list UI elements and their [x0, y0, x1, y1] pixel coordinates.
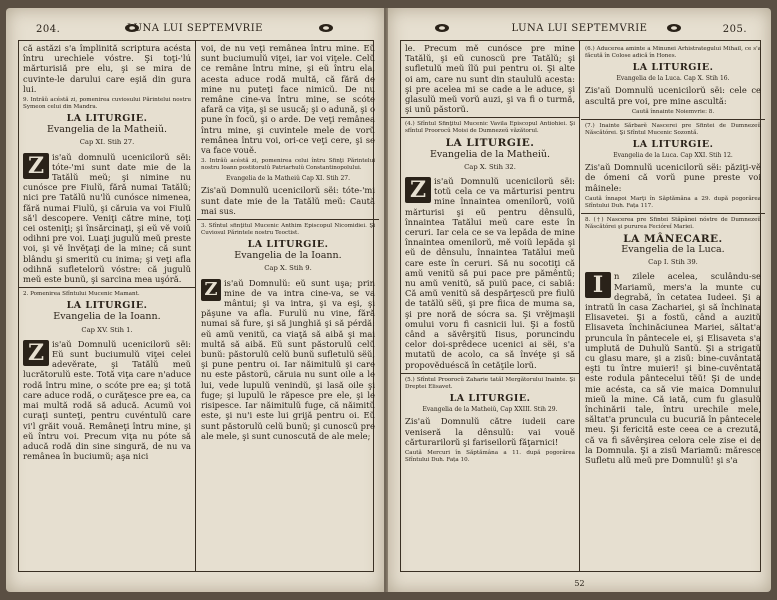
paragraph: Zis'aŭ Domnulŭ ucenicilorŭ sëi: păziţi-vĕ de ómeni că vorŭ pune preste voi mâinele: [585, 162, 761, 193]
left-running-title: LUNA LUI SEPTEMVRIE [127, 23, 263, 34]
left-text-frame [18, 40, 374, 572]
chapter-ref: Cap I. Stih 39. [648, 258, 698, 267]
left-column-2 [197, 41, 379, 571]
section-heading: LA LITURGIE. [445, 137, 535, 150]
right-column-2 [581, 41, 765, 571]
section-heading: LA LITURGIE. [66, 300, 148, 312]
chapter-ref: Evangelia de la Luca. Cap X. Stih 16. [616, 75, 730, 83]
right-page-header [398, 22, 761, 38]
feast-note: (6.) Aducerea aminte a Minunei Arhistrategului Mihail, ce s'a făcută în Colose adică în Hones. [585, 46, 761, 59]
right-page [388, 8, 771, 592]
cross-reference: Caută Mercuri în Săptămâna a 11. după pogorârea Sfîntului Duh. Fața 10. [405, 449, 575, 463]
column-rule [195, 41, 196, 571]
chapter-ref: Evangelia de la Matheiŭ Cap XI. Stih 27. [226, 175, 350, 183]
gospel-title: Evangelia de la Matheiŭ. [46, 124, 168, 136]
right-page-number: 205. [722, 24, 747, 35]
section-heading: LA LITURGIE. [632, 62, 714, 73]
paragraph: le. Precum mĕ cunósce pre mine Tatălŭ, şi eŭ cunoscŭ pre Tatălŭ; şi sufletulŭ meŭ îlŭ pui pentru oi. Şi alte oi am, care nu sunt din staululŭ acesta: şi pre acelea mi se cade a le aduce, şi glasulŭ meŭ vorŭ auzi, şi va fi o turmă, şi unŭ păstorŭ. [405, 43, 575, 115]
paragraph: Zis'aŭ Domnulŭ către iudeii care veniseră la dênsulŭ: vai vouĕ cărturarilorŭ şi fariseilorŭ făţarnici! [405, 416, 575, 447]
feast-note: (4.) Sfîntul Sfinţitul Mucenic Vavila Episcopul Antiohiei. Şi sfîntul Proorocŭ Moisi de Dumnezeŭ văzătorul. [405, 121, 575, 135]
ornament-icon [318, 23, 334, 33]
drop-cap: Z [405, 177, 431, 203]
divider [19, 287, 195, 288]
drop-cap: Z [23, 340, 49, 366]
gospel-title: Evangelia de la Matheiŭ. [429, 148, 551, 160]
gospel-title: Evangelia de la Ioann. [234, 250, 342, 262]
chapter-ref: Cap XI. Stih 27. [79, 138, 135, 147]
right-running-title: LUNA LUI SEPTEMVRIE [511, 23, 648, 34]
divider [197, 219, 379, 220]
divider [401, 117, 579, 118]
paragraph: is'aŭ Domnulŭ: eŭ sunt uşa; prin mine de va intra cine-va, se va mântui; şi va intra, şi va eşi, şi păşune va afla. Furulŭ nu vine, fără numai să fure, şi să junghiă şi să pérdă: eŭ amŭ venitŭ, ca viaţă să aibă şi mai multă să aibă. Eŭ sunt păstorulŭ celŭ bunŭ: păstorulŭ celŭ bunŭ sufletulŭ sëŭ, şi pune pentru oi. Iar năimitulŭ şi care nu este păstorŭ, căruia nu sunt oile a le lui, vede lupulŭ venindŭ, şi lasă oile şi fuge; şi lupulŭ le răpesce pre ele, şi le risipesce. Iar năimitulŭ fuge, că năimitŭ este, şi nu'i este lui grijă pentru oi. Eŭ sunt păstorulŭ celŭ bunŭ; şi cunoscŭ pre ale mele, şi sunt cunoscută de ale mele; [201, 277, 375, 441]
chapter-ref: Evangelia de la Matheiŭ, Cap XXIII. Stih 29. [422, 406, 558, 414]
feast-note: 2. Pomenirea Sfîntului Mucenic Mamant. [23, 291, 140, 298]
paragraph: is'aŭ Domnulŭ ucenicilorŭ sëi: totŭ cela ce va mărturisi pentru mine înnaintea omenilorŭ, voiŭ mărturisi şi eŭ pentru dênsulŭ, înnaintea Tatălui meŭ care este în ceruri. Iar cela ce se va lepăda de mine înnaintea omenilorŭ, mĕ voiŭ lepăda şi eŭ de dênsulu, înnaintea Tatălui meŭ care este în ceruri. Să nu socotiţi că amŭ venitŭ să pui pace pre pămêntŭ; nu amŭ venitŭ, să puiŭ pace, ci sabiă: Că amŭ venitŭ să despărţescŭ pre fiulŭ de tatălŭ sëŭ, şi pre fiica de muma sa, şi pre noră de sócra sa. Şi vrĕjmaşii omului voru fi casnicii lui. Şi a fostŭ când a săvêrşitŭ Iisus, poruncindu celor doi-sprêdece ucenici ai sëi, s'a mutatŭ de acolo, ca să învéţe şi să propovĕduéscă în cetăţile lorŭ. [405, 176, 575, 370]
right-column-1 [401, 41, 579, 571]
feast-note: 3. Sfîntul sfinţitul Mucenic Anthim Episcopul Nicomidiei. Şi Cuviosul Părintele nostru Teoctist. [201, 223, 375, 237]
paragraph: is'aŭ domnulŭ ucenicilorŭ sëi: tóte-'mi sunt date mie de la Tatălŭ meŭ; şi nimine nu cunósce pre Fiulŭ, fără numai Tatălŭ; nici pre Tatălŭ nu'lŭ cunósce nimenea, fără numai Fiulŭ, şi căruia va voi Fiulŭ să'l descopere. Veniţi către mine, toţi cei osteniţi; şi însărcinaţi, şi eŭ vĕ voiŭ odihni pre voi. Luaţi jugulŭ meŭ preste voi, şi vĕ învĕţaţi de la mine; că sunt blându şi smeritŭ cu inima; şi veţi afla odihnă sufletelorŭ vóstre: că jugulŭ meŭ este bunŭ, şi sarcina mea uşóră. [23, 151, 191, 285]
left-column-1 [19, 41, 195, 571]
section-heading: LA LITURGIE. [449, 392, 531, 404]
chapter-ref: Cap X. Stih 32. [464, 162, 516, 171]
feast-note: (7.) Inainte Sărbarĕ Nascerei pre Sfintei de Dumnezeŭ Născătórei. Şi Sfîntul Mucenic Sozontă. [585, 122, 761, 136]
chapter-ref: Cap XV. Stih 1. [81, 325, 133, 334]
left-page [6, 8, 384, 592]
left-page-number: 204. [36, 24, 61, 35]
section-heading: LA LITURGIE. [66, 113, 148, 125]
gospel-title: Evangelia de la Luca. [621, 244, 725, 256]
feast-note: (5.) Sfîntul Proorocŭ Zaharie tatăl Mergătorului Inainte. Şi Dreptei Elisavet. [405, 376, 575, 390]
divider [401, 373, 579, 374]
section-heading: LA LITURGIE. [247, 239, 329, 251]
feast-note: 9. Intrăŭ acéstă zi, pomenirea cuviosului Părintelui nostru Symeon celui din Mandra. [23, 97, 191, 111]
paragraph: Zis'aŭ Domnulŭ ucenicilorŭ sëi: cele ce ascultă pre voi, pre mine ascultă: [585, 85, 761, 106]
chapter-ref: Cap X. Stih 9. [264, 264, 312, 273]
gospel-title: Evangelia de la Ioann. [53, 311, 161, 323]
paragraph: is'aŭ Domnulŭ ucenicilorŭ sëi: Eŭ sunt buciumulŭ viţei celei adevĕrate, şi Tatălŭ meŭ lucrătorulŭ este. Totă viţa care n'aduce rodă întru mine, o scóte pre ea; şi totă care aduce rodă, o curăţesce pre ea, ca mai multă rodă să aducă. Acumŭ voi curaţi sunteţi, pentru cuvéntulŭ care vi'l grăit vouă. Remâneţi întru mine, şi eŭ întru voi. Precum viţa nu póte să aducă rodă din sine singură, de nu va remânea în buciumŭ; aşa nici [23, 338, 191, 462]
section-heading: LA LITURGIE. [632, 138, 714, 150]
divider [581, 119, 765, 120]
signature-mark: 52 [574, 579, 585, 588]
chapter-ref: Evangelia de la Luca. Cap XXI. Stih 12. [613, 152, 733, 160]
drop-cap: I [585, 272, 611, 298]
section-heading: LA MÂNECARE. [623, 232, 723, 245]
feast-note: 8. (†) Nascerea pre Sfintei Stăpânei nóstre de Dumnezeŭ Născătórei şi pururea Fecióreĭ Mariei. [585, 216, 761, 230]
divider [581, 213, 765, 214]
drop-cap: Z [201, 279, 221, 301]
left-page-header [16, 22, 374, 38]
column-rule [579, 41, 580, 571]
paragraph: voi, de nu veţi remânea întru mine. Eŭ sunt buciumulŭ viţei, iar voi viţele. Celŭ ce remâne întru mine, şi eŭ întru ela, acesta aduce rodă multă, că fără de mine nu puteţi face nimicŭ. De nu remâne cine-va întru mine, se scóte afară ca viţa, şi se usucă; şi o adună, şi o pune în focŭ, şi o arde. De veţi remânea întru mine, şi cuvintele mele de vorŭ remânea întru voi, ori-ce veţi cere, şi se va face vouĕ. [201, 43, 375, 156]
cross-reference: Caută înnainte Noiemvrie: 8. [631, 108, 715, 115]
drop-cap: Z [23, 153, 49, 179]
paragraph: că astăzi s'a împlinită scriptura acésta întru urechiele vóstre. Şi toţi-'lú mărturisiă pre elu, şi se mira de cuvinte-le darului care eşiă din gura lui. [23, 43, 191, 94]
paragraph: Zis'aŭ Domnulŭ ucenicilorŭ sëi: tóte-'mi sunt date mie de la Tatălŭ meŭ: Caută mai sus. [201, 185, 375, 216]
ornament-icon [666, 23, 682, 33]
cross-reference: Caută înnapoi Marţi în Săptămâna a 29. după pogorârea Sfîntului Duh. Fața 117. [585, 195, 761, 209]
feast-note: 3. Intrăŭ acéstă zi, pomenirea celui întru Sfinţi Părintelui nostru Ioann postitorulŭ Patriarhulŭ Constantinopolului. [201, 158, 375, 172]
paragraph: n zilele acelea, sculându-se Mariamŭ, mers'a la munte cu degrabă, în cetatea Iudeei. Şi a intratŭ în casa Zachariei, şi să închinata Elisavetei. Şi a fostŭ, când a auzitŭ Elisaveta închinăciunea Mariei, săltat'a pruncula în pântecele ei, şi Elisaveta s'a umplută de Duhulŭ Santŭ. Şi a strigatŭ cu glasu mare, şi a zisŭ: bine-cuvântată eşti tu între muieri! şi bine-cuvêntată este rodula pântecelui tëŭ! Şi de unde mie acésta, ca să vie maica Domnului mieŭ la mine. Că iată, cum fu glasulŭ închinării tale, întru urechile mele, săltat'a pruncula cu bucuriă în pântecele meu. Şi fericită este ceea ce a crezută, că va fi săvêrşirea celora cele zise ei de la Domnula. Şi a zisŭ Mariamŭ: măresce Sufletu alŭ meŭ pre Domnulŭ! şi s'a [585, 271, 761, 466]
right-text-frame [400, 40, 761, 572]
